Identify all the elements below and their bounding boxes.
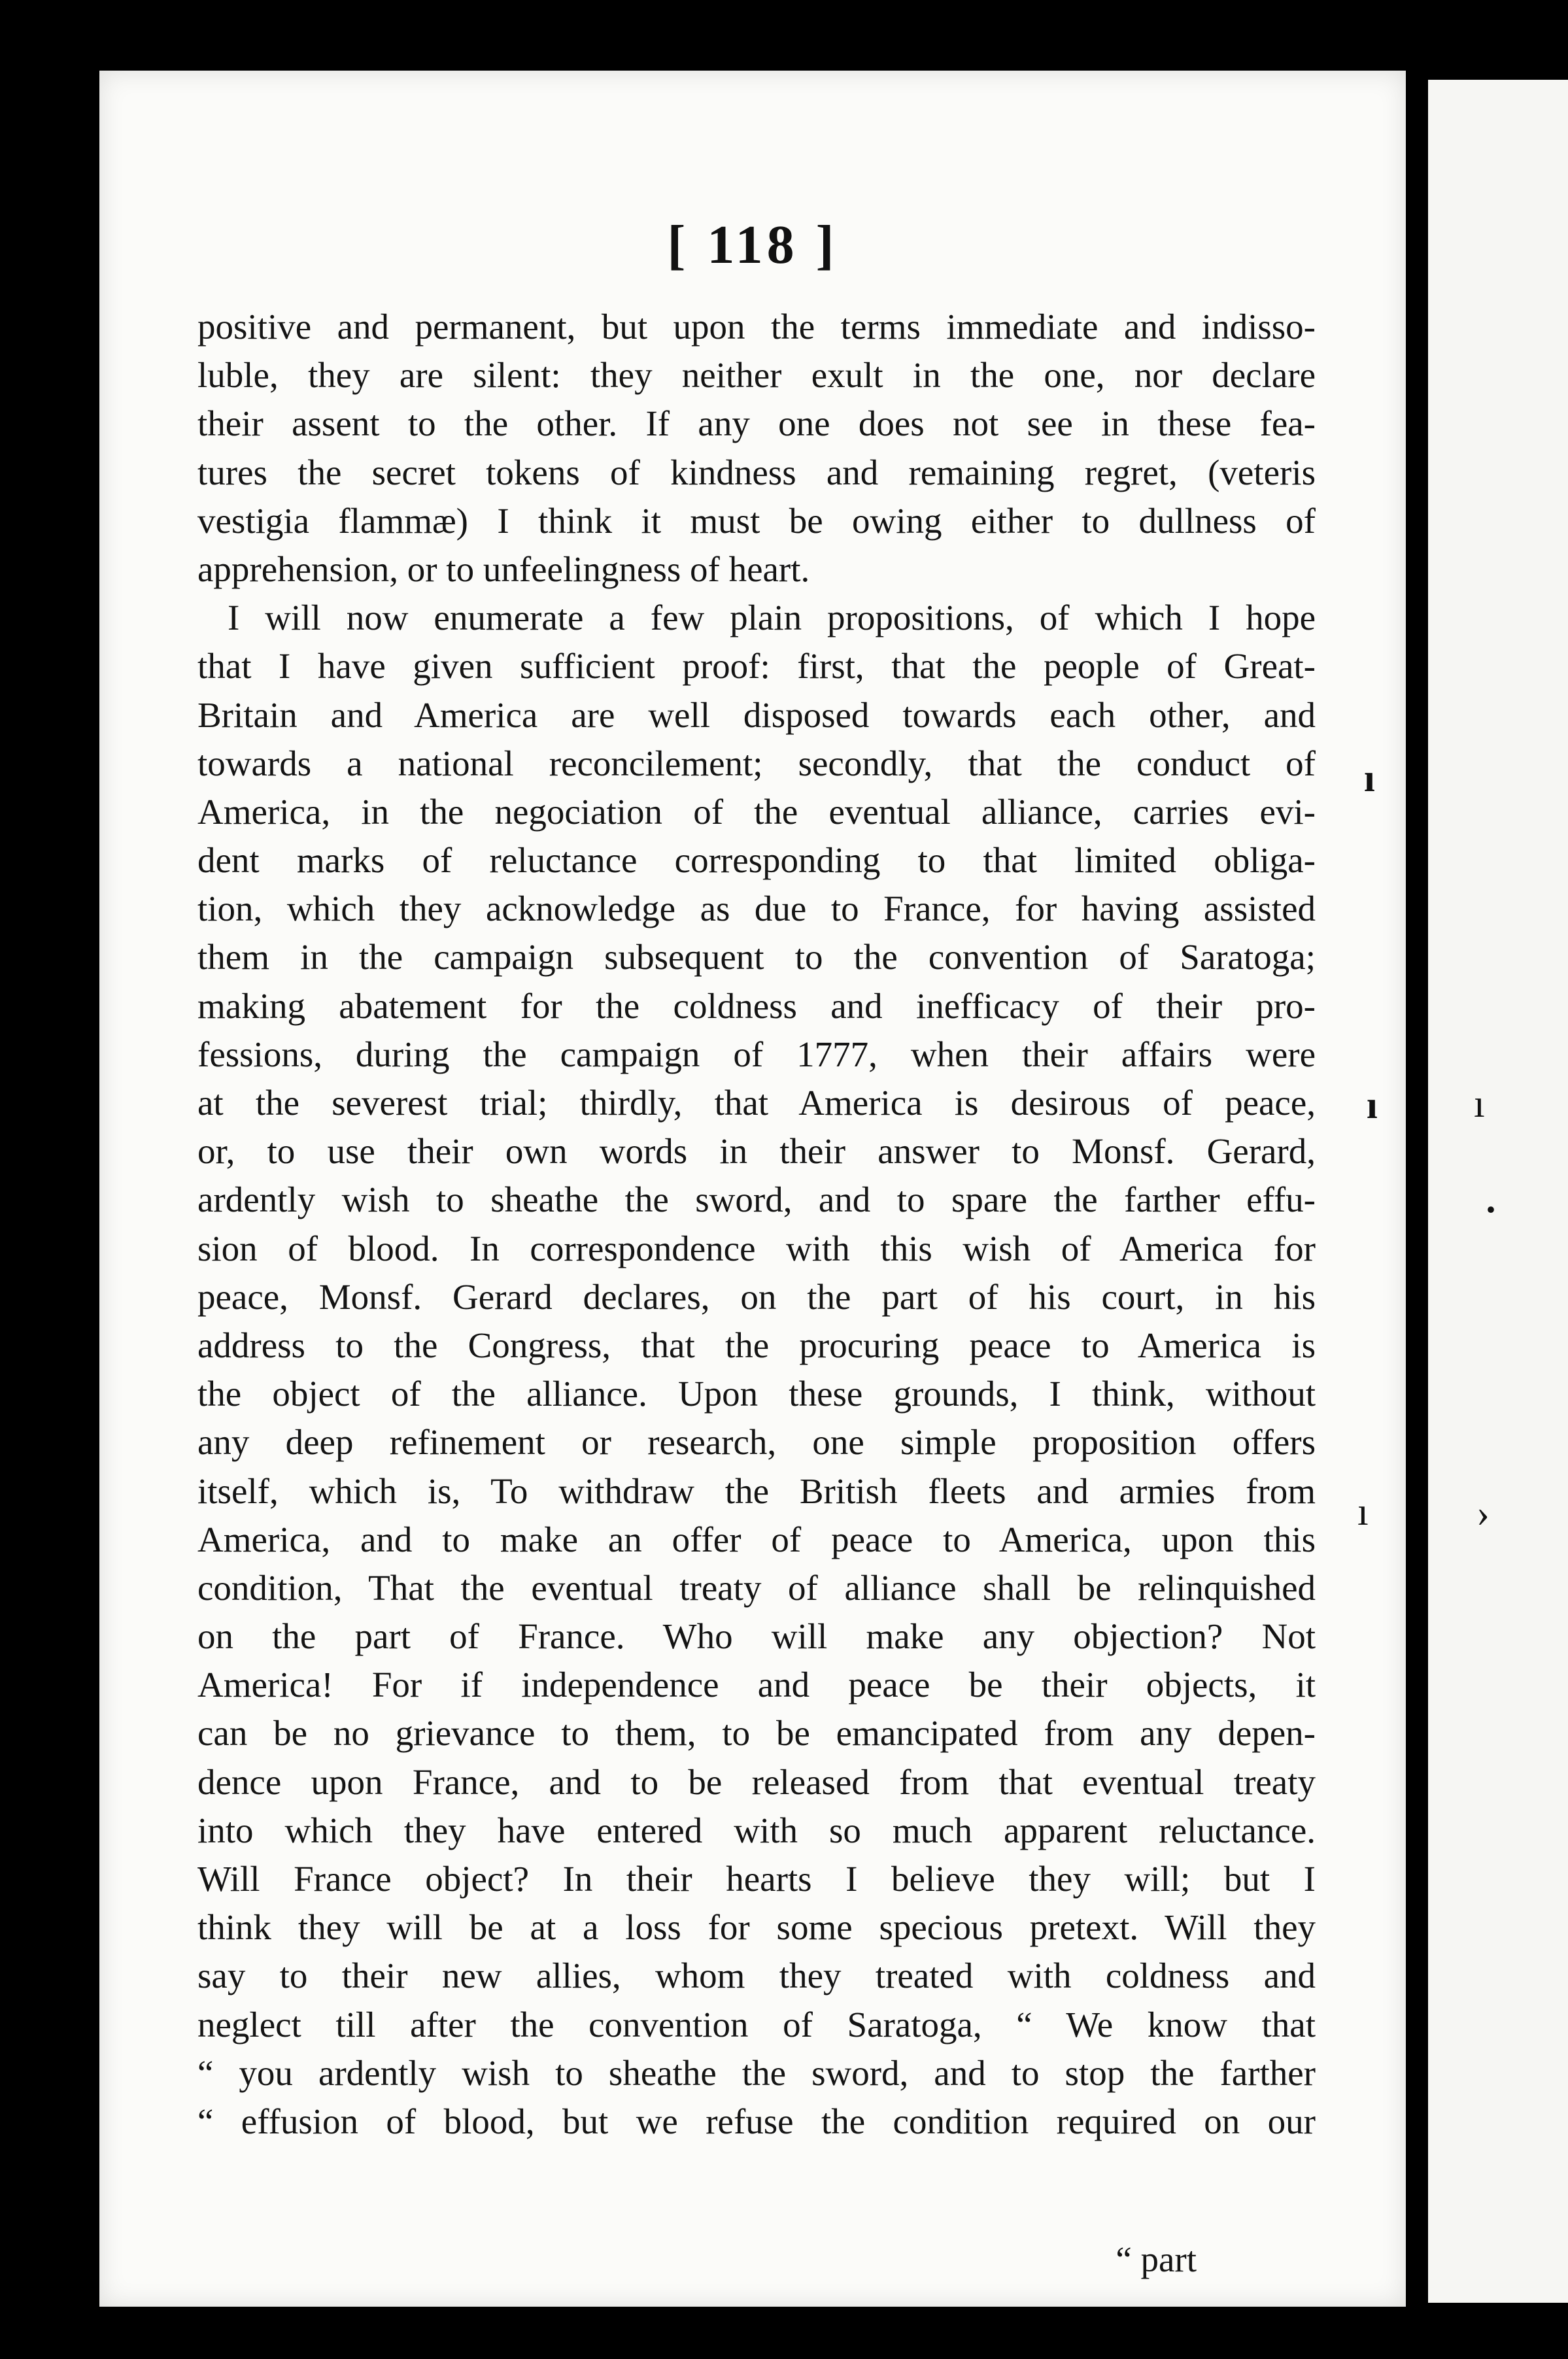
text-line: America! For if independence and peace be their objects, it bbox=[197, 1665, 1316, 1705]
margin-mark: ı bbox=[1357, 1490, 1369, 1533]
margin-mark: · bbox=[1484, 1188, 1498, 1231]
text-line: say to their new allies, whom they treated with coldness and bbox=[197, 1956, 1316, 1996]
margin-mark: › bbox=[1476, 1491, 1490, 1535]
text-line: tures the secret tokens of kindness and remaining regret, (veteris bbox=[197, 452, 1316, 492]
text-line: dent marks of reluctance corresponding to that limited obliga- bbox=[197, 840, 1316, 881]
text-line: their assent to the other. If any one does not see in these fea- bbox=[197, 403, 1316, 444]
text-line: tion, which they acknowledge as due to France, for having assisted bbox=[197, 889, 1316, 929]
text-line: the object of the alliance. Upon these grounds, I think, without bbox=[197, 1374, 1316, 1414]
text-line: can be no grievance to them, to be emancipated from any depen- bbox=[197, 1713, 1316, 1754]
text-line: “ you ardently wish to sheathe the sword, and to stop the farther bbox=[197, 2052, 1316, 2093]
page-number: [ 118 ] bbox=[667, 214, 838, 275]
text-line: peace, Monsf. Gerard declares, on the part of his court, in his bbox=[197, 1276, 1316, 1317]
text-line: I will now enumerate a few plain propositions, of which I hope bbox=[228, 598, 1316, 638]
text-line: towards a national reconcilement; secondly, that the conduct of bbox=[197, 743, 1316, 783]
body-text bbox=[197, 303, 1316, 2146]
margin-mark: ı bbox=[1367, 1083, 1378, 1127]
text-line: vestigia flammæ) I think it must be owing either to dullness of bbox=[197, 500, 1316, 541]
text-line: any deep refinement or research, one simple proposition offers bbox=[197, 1422, 1316, 1463]
text-line: or, to use their own words in their answer to Monsf. Gerard, bbox=[197, 1131, 1316, 1172]
text-line: Britain and America are well disposed towards each other, and bbox=[197, 694, 1316, 735]
catchword: “ part bbox=[1116, 2239, 1197, 2279]
book-page bbox=[99, 71, 1406, 2307]
text-line: dence upon France, and to be released from that eventual treaty bbox=[197, 1761, 1316, 1802]
text-line: on the part of France. Who will make any objection? Not bbox=[197, 1616, 1316, 1657]
text-line: at the severest trial; thirdly, that America is desirous of peace, bbox=[197, 1083, 1316, 1123]
text-line: address to the Congress, that the procuring peace to America is bbox=[197, 1325, 1316, 1365]
margin-mark: ı bbox=[1474, 1082, 1485, 1125]
text-line: condition, That the eventual treaty of alliance shall be relinquished bbox=[197, 1567, 1316, 1608]
text-line: “ effusion of blood, but we refuse the condition required on our bbox=[197, 2101, 1316, 2141]
text-line: itself, which is, To withdraw the British fleets and armies from bbox=[197, 1470, 1316, 1511]
text-line: fessions, during the campaign of 1777, when their affairs were bbox=[197, 1034, 1316, 1074]
text-line: luble, they are silent: they neither exult in the one, nor declare bbox=[197, 355, 1316, 396]
facing-page-edge bbox=[1428, 80, 1568, 2303]
text-line: ardently wish to sheathe the sword, and to spare the farther effu- bbox=[197, 1180, 1316, 1220]
text-line: Will France object? In their hearts I believe they will; but I bbox=[197, 1859, 1316, 1899]
text-line: them in the campaign subsequent to the convention of Saratoga; bbox=[197, 937, 1316, 977]
text-line: making abatement for the coldness and inefficacy of their pro- bbox=[197, 985, 1316, 1026]
text-line: that I have given sufficient proof: first, that the people of Great- bbox=[197, 646, 1316, 687]
text-line: America, in the negociation of the eventual alliance, carries evi- bbox=[197, 791, 1316, 832]
text-line: sion of blood. In correspondence with this wish of America for bbox=[197, 1228, 1316, 1268]
text-line: think they will be at a loss for some specious pretext. Will they bbox=[197, 1907, 1316, 1948]
text-line: positive and permanent, but upon the terms immediate and indisso- bbox=[197, 307, 1316, 347]
text-line: into which they have entered with so much apparent reluctance. bbox=[197, 1810, 1316, 1850]
text-line: apprehension, or to unfeelingness of heart. bbox=[197, 549, 810, 589]
margin-mark: ı bbox=[1364, 756, 1375, 800]
text-line: neglect till after the convention of Saratoga, “ We know that bbox=[197, 2004, 1316, 2045]
text-line: America, and to make an offer of peace to America, upon this bbox=[197, 1519, 1316, 1559]
